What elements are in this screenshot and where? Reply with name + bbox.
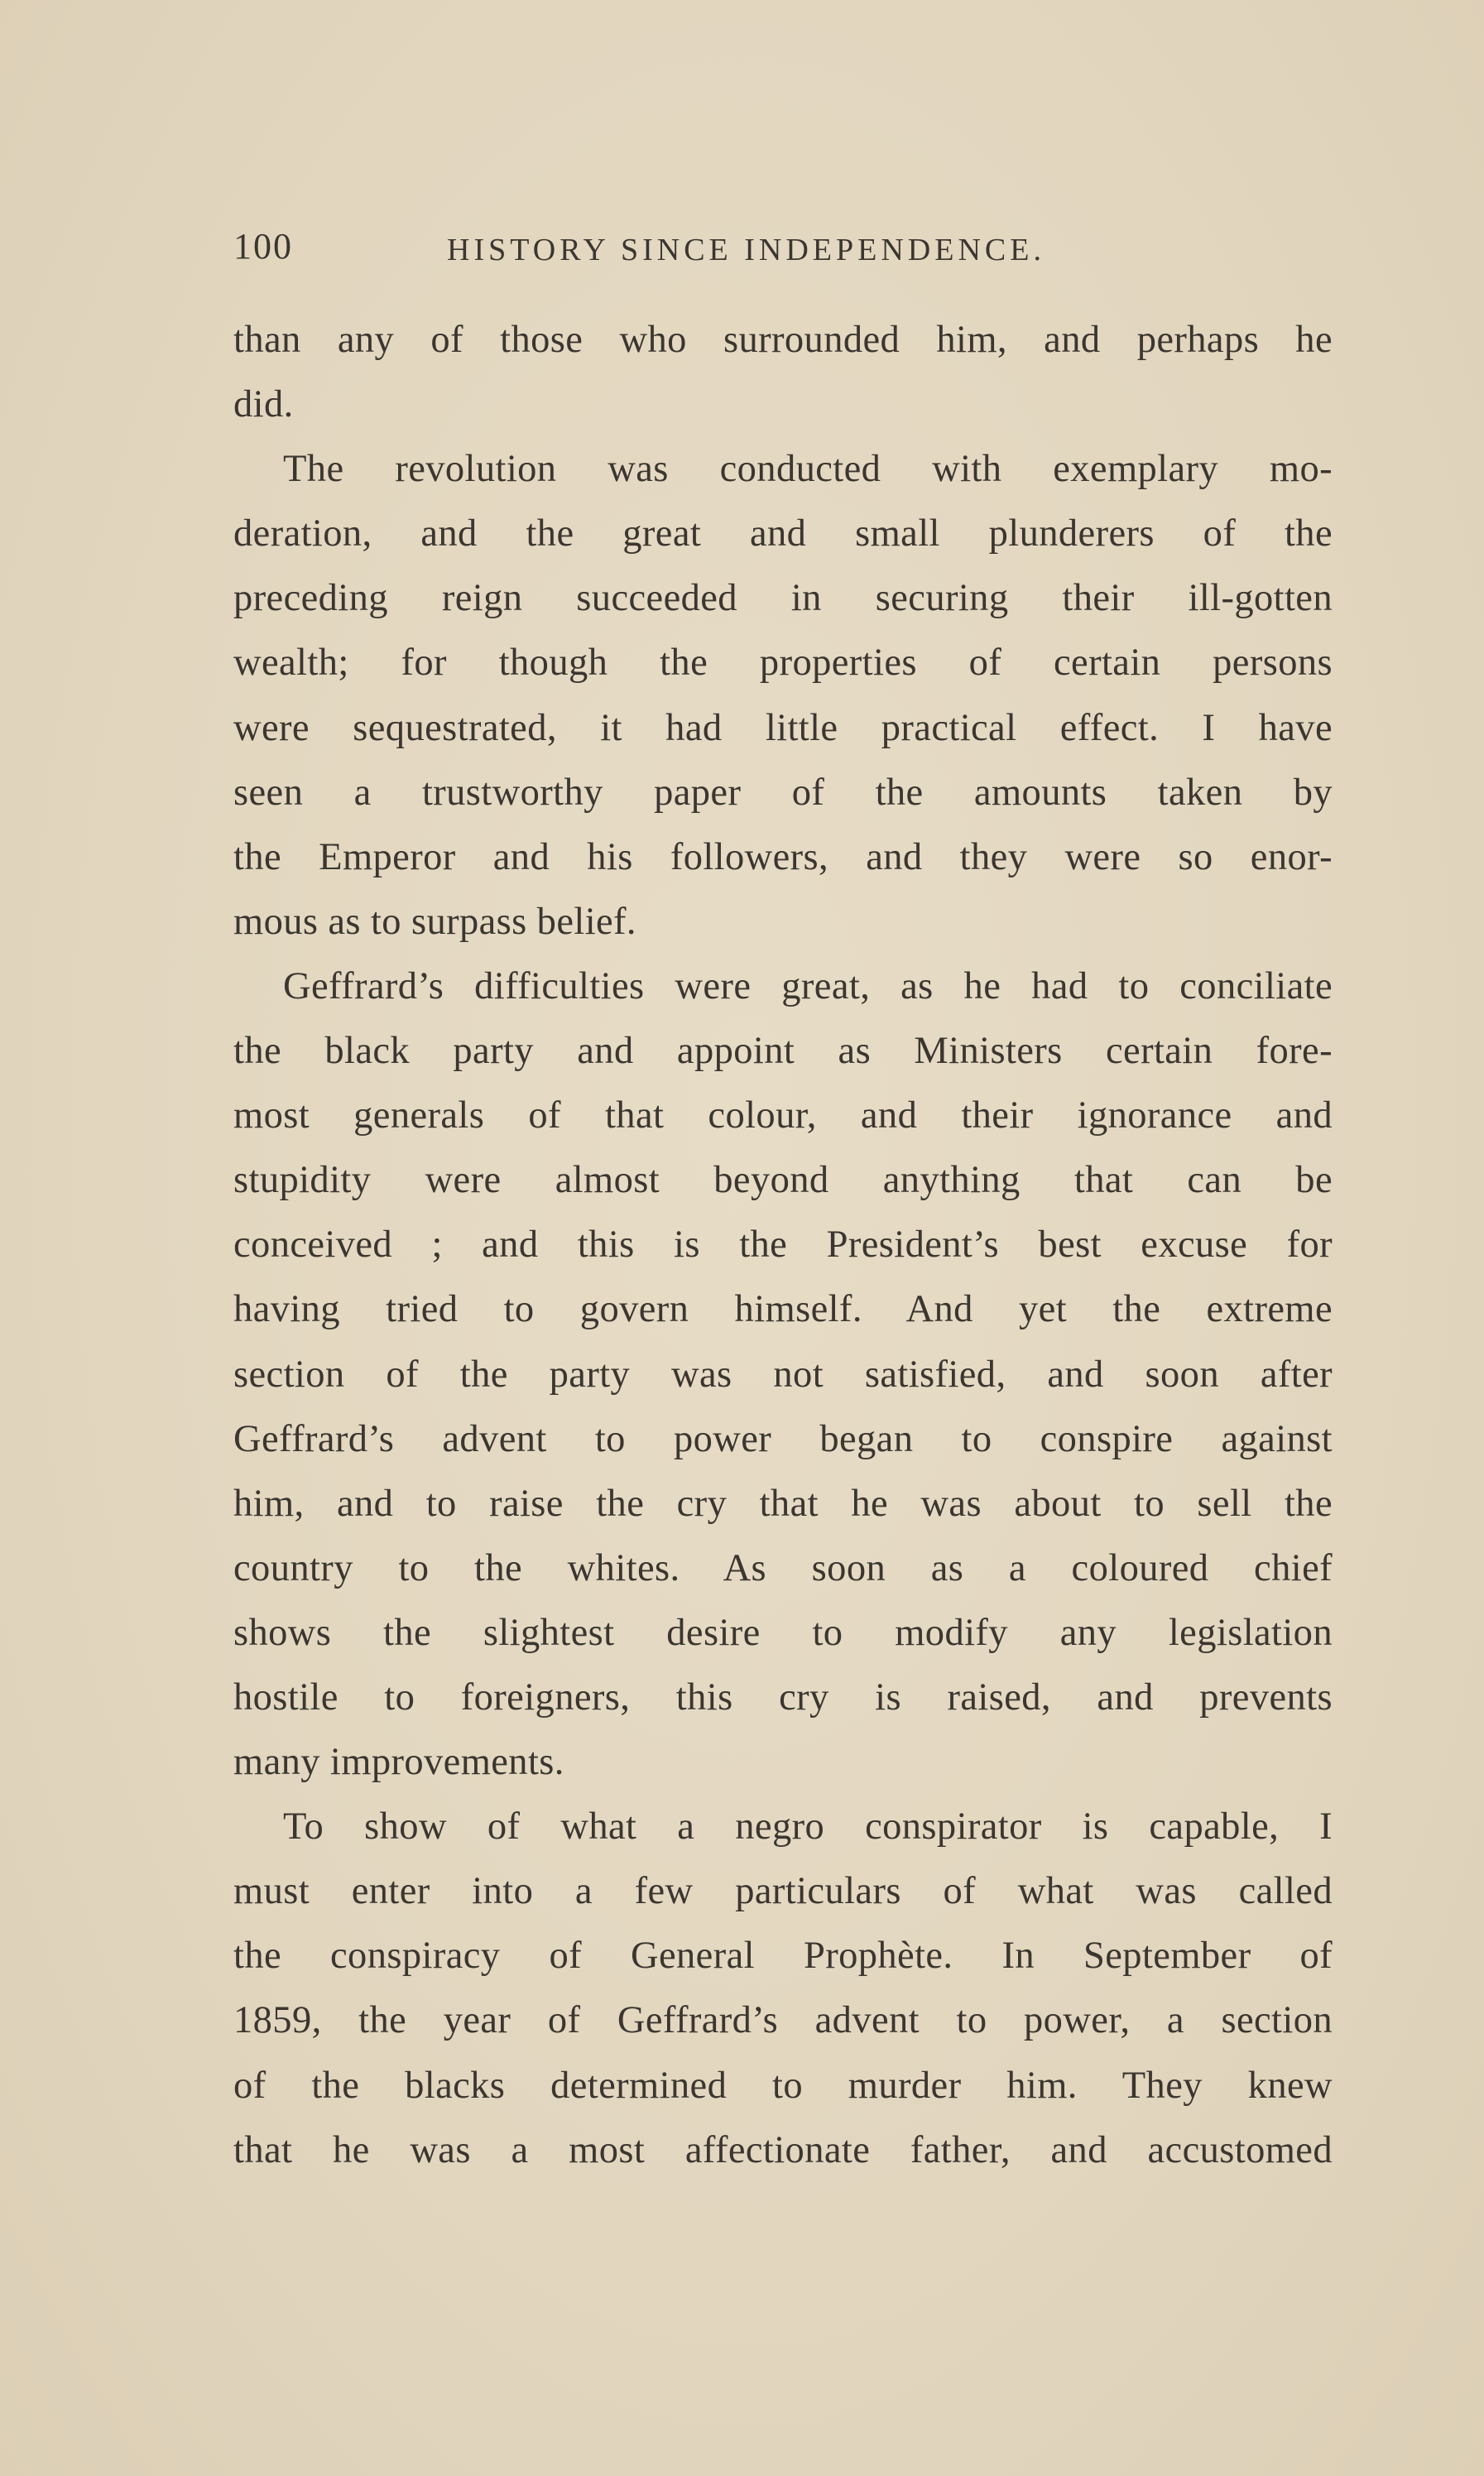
text-line: deration, and the great and small plunderers of the: [233, 512, 1333, 555]
body-text: [233, 308, 1333, 2183]
text-line: the conspiracy of General Prophète. In September of: [233, 1935, 1333, 1978]
text-line: mous as to surpass belief.: [233, 900, 636, 943]
text-line: To show of what a negro conspirator is capable, I: [283, 1805, 1333, 1849]
text-line: section of the party was not satisfied, and soon after: [233, 1353, 1333, 1396]
page-number: 100: [233, 226, 293, 267]
text-line: Geffrard’s advent to power began to conspire against: [233, 1417, 1333, 1460]
text-line: shows the slightest desire to modify any legislation: [233, 1611, 1333, 1654]
text-line: stupidity were almost beyond anything that can be: [233, 1159, 1333, 1202]
text-line: were sequestrated, it had little practical effect. I have: [233, 706, 1333, 749]
page-header: [233, 225, 1342, 283]
text-line: did.: [233, 383, 294, 426]
text-line: having tried to govern himself. And yet the extreme: [233, 1288, 1333, 1331]
text-line: than any of those who surrounded him, and perhaps he: [233, 319, 1333, 361]
text-line: the black party and appoint as Ministers certain fore-: [233, 1030, 1333, 1073]
text-line: many improvements.: [233, 1741, 564, 1784]
text-line: 1859, the year of Geffrard’s advent to power, a section: [233, 1999, 1333, 2042]
text-line: most generals of that colour, and their ignorance and: [233, 1094, 1333, 1137]
text-line: conceived ; and this is the President’s best excuse for: [233, 1224, 1333, 1267]
text-line: The revolution was conducted with exemplary mo-: [283, 448, 1333, 491]
text-line: country to the whites. As soon as a coloured chief: [233, 1546, 1333, 1589]
text-line: that he was a most affectionate father, and accustomed: [233, 2128, 1333, 2171]
text-line: wealth; for though the properties of certain persons: [233, 642, 1333, 685]
text-line: seen a trustworthy paper of the amounts taken by: [233, 771, 1333, 814]
text-line: Geffrard’s difficulties were great, as he had to conciliate: [283, 964, 1333, 1007]
text-line: hostile to foreigners, this cry is raised, and prevents: [233, 1676, 1333, 1719]
text-line: of the blacks determined to murder him. They knew: [233, 2064, 1333, 2107]
running-title: HISTORY SINCE INDEPENDENCE.: [447, 233, 1045, 267]
text-line: preceding reign succeeded in securing their ill-gotten: [233, 577, 1333, 620]
text-line: the Emperor and his followers, and they were so enor-: [233, 835, 1333, 878]
text-line: must enter into a few particulars of what was called: [233, 1870, 1333, 1913]
text-line: him, and to raise the cry that he was about to sell the: [233, 1482, 1333, 1525]
